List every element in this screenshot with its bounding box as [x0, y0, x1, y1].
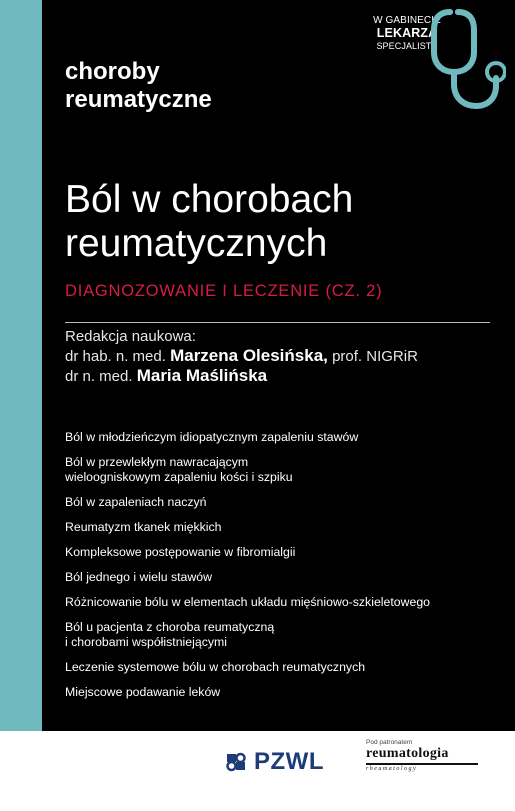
- patronage-underline: [366, 763, 478, 765]
- category-heading: [65, 58, 212, 114]
- contents-item-text: Ból w zapaleniach naczyń: [65, 495, 207, 509]
- editor-1-suffix: prof. NIGRiR: [332, 348, 418, 365]
- contents-item-text: Leczenie systemowe bólu w chorobach reumatycznych: [65, 660, 366, 674]
- contents-item-text: Różnicowanie bólu w elementach układu mięśniowo-szkieletowego: [65, 595, 431, 609]
- editor-1-prefix: dr hab. n. med.: [65, 348, 166, 365]
- patronage-tagline: rheumatology: [366, 766, 418, 772]
- contents-item: [65, 545, 505, 560]
- contents-item-text: Kompleksowe postępowanie w fibromialgii: [65, 545, 296, 559]
- band-edge: [0, 731, 42, 811]
- contents-item: [65, 570, 505, 585]
- divider: [65, 322, 490, 323]
- editor-2-name: Maria Maślińska: [136, 366, 268, 385]
- contents-item-text: i chorobami współistniejącymi: [65, 635, 227, 649]
- title-line-1: Ból w chorobach: [65, 178, 354, 221]
- contents-item: [65, 430, 505, 445]
- contents-item-text: Miejscowe podawanie leków: [65, 685, 221, 699]
- stethoscope-icon: [420, 6, 506, 116]
- contents-item: [65, 520, 505, 535]
- editor-2: [65, 366, 418, 386]
- editors-block: [65, 327, 418, 386]
- contents-item-text: Ból jednego i wielu stawów: [65, 570, 212, 584]
- contents-item: [65, 495, 505, 510]
- title-line-2: reumatycznych: [65, 222, 328, 265]
- contents-item: [65, 685, 505, 700]
- category-line-2: reumatyczne: [65, 86, 212, 113]
- contents-item-text: Ból u pacjenta z choroba reumatyczną: [65, 620, 275, 634]
- contents-item: [65, 660, 505, 675]
- contents-item: [65, 455, 505, 485]
- pzwl-logo-icon: [223, 749, 249, 775]
- cover-spine-stripe: [0, 0, 42, 811]
- contents-item-text: Reumatyzm tkanek miękkich: [65, 520, 222, 534]
- patronage-brand: reumatologia: [366, 746, 449, 761]
- contents-item-text: wieloogniskowym zapaleniu kości i szpiku: [65, 470, 293, 484]
- contents-item-text: Ból w młodzieńczym idiopatycznym zapaleniu stawów: [65, 430, 359, 444]
- series-line-2: LEKARZA: [376, 26, 438, 40]
- editor-1: [65, 346, 418, 366]
- editor-2-prefix: dr n. med.: [65, 368, 133, 385]
- contents-item: [65, 620, 505, 650]
- series-line-1: W GABINECIE: [373, 15, 441, 26]
- contents-item-text: Ból w przewlekłym nawracającym: [65, 455, 249, 469]
- publisher-logo: [223, 747, 324, 777]
- editors-label: Redakcja naukowa:: [65, 328, 196, 345]
- editor-1-name: Marzena Olesińska,: [170, 346, 328, 365]
- patronage-logo: [366, 739, 486, 772]
- category-line-1: choroby: [65, 58, 160, 85]
- book-subtitle: DIAGNOZOWANIE I LECZENIE (CZ. 2): [65, 282, 383, 300]
- contents-list: [65, 430, 505, 710]
- publisher-name: PZWL: [254, 748, 324, 775]
- book-title: [65, 178, 353, 266]
- contents-item: [65, 595, 505, 610]
- series-line-3: SPECJALISTY: [376, 41, 438, 51]
- patronage-label: Pod patronatem: [366, 739, 413, 746]
